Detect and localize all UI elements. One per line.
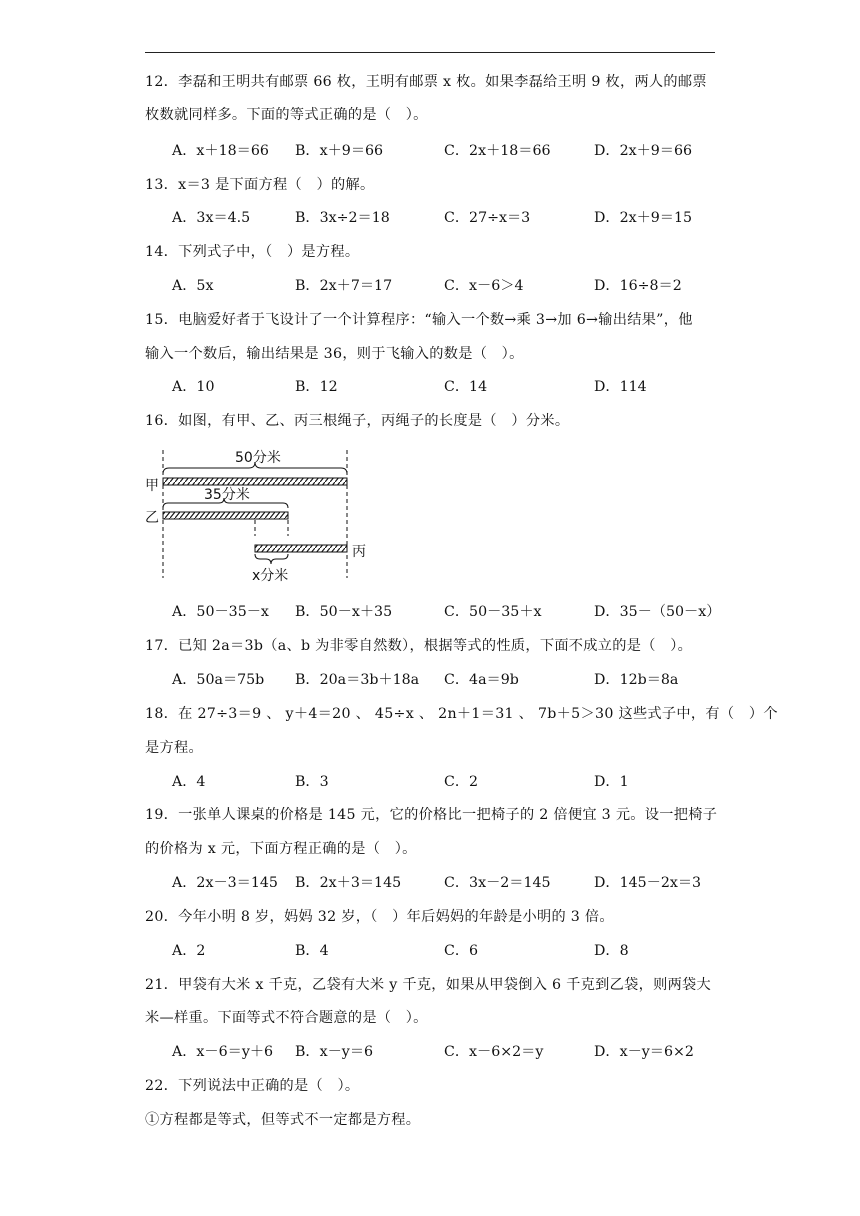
- rope-bing-label: 丙: [352, 544, 366, 560]
- q13-option-c[interactable]: C．27÷x＝3: [444, 210, 531, 226]
- q21-stem-line2: 米—样重。下面等式不符合题意的是（ ）。: [145, 1010, 428, 1026]
- q12-option-c[interactable]: C．2x＋18＝66: [444, 143, 551, 159]
- q15-option-c[interactable]: C．14: [444, 379, 488, 395]
- q20-option-c[interactable]: C．6: [444, 943, 479, 959]
- q15-stem-line1: 15．电脑爱好者于飞设计了一个计算程序：“输入一个数→乘 3→加 6→输出结果”，他: [145, 312, 693, 328]
- q18-option-a[interactable]: A．4: [172, 774, 206, 790]
- q18-option-b[interactable]: B．3: [295, 774, 329, 790]
- q15-option-a[interactable]: A．10: [172, 379, 215, 395]
- q20-option-d[interactable]: D．8: [594, 943, 629, 959]
- q21-option-d[interactable]: D．x－y＝6×2: [594, 1044, 694, 1060]
- q19-stem-line2: 的价格为 x 元，下面方程正确的是（ ）。: [145, 841, 417, 857]
- rope-yi: [163, 512, 288, 519]
- rope-diagram: [140, 440, 380, 590]
- q14-option-c[interactable]: C．x－6＞4: [444, 278, 524, 294]
- q22-stem: 22．下列说法中正确的是（ ）。: [145, 1078, 360, 1094]
- q21-stem-line1: 21．甲袋有大米 x 千克，乙袋有大米 y 千克，如果从甲袋倒入 6 千克到乙袋，则两袋大: [145, 977, 712, 993]
- brace-x: [255, 554, 288, 564]
- q19-option-b[interactable]: B．2x＋3＝145: [295, 875, 402, 891]
- q17-option-b[interactable]: B．20a＝3b＋18a: [295, 672, 420, 688]
- q16-option-d[interactable]: D．35－（50－x）: [594, 604, 721, 620]
- q16-option-b[interactable]: B．50－x＋35: [295, 604, 393, 620]
- rope-bing: [255, 545, 347, 552]
- label-50: 50分米: [235, 450, 281, 466]
- q15-stem-line2: 输入一个数后，输出结果是 36，则于飞输入的数是（ ）。: [145, 346, 524, 362]
- rope-yi-label: 乙: [145, 510, 159, 526]
- q19-option-c[interactable]: C．3x－2＝145: [444, 875, 551, 891]
- q20-option-a[interactable]: A．2: [172, 943, 206, 959]
- q15-option-b[interactable]: B．12: [295, 379, 338, 395]
- q21-option-c[interactable]: C．x－6×2＝y: [444, 1044, 544, 1060]
- q14-option-b[interactable]: B．2x＋7＝17: [295, 278, 393, 294]
- q21-option-a[interactable]: A．x－6＝y＋6: [172, 1044, 274, 1060]
- q12-stem-line2: 枚数就同样多。下面的等式正确的是（ ）。: [145, 107, 428, 123]
- rope-jia-label: 甲: [145, 478, 159, 494]
- q14-stem: 14．下列式子中，（ ）是方程。: [145, 244, 360, 260]
- q18-stem-line1: 18．在 27÷3＝9 、 y＋4＝20 、 45÷x 、 2n＋1＝31 、 7b＋5＞30 这些式子中，有（ ）个: [145, 706, 778, 722]
- q12-option-b[interactable]: B．x＋9＝66: [295, 143, 384, 159]
- q12-option-a[interactable]: A．x＋18＝66: [172, 143, 269, 159]
- q16-stem: 16．如图，有甲、乙、丙三根绳子，丙绳子的长度是（ ）分米。: [145, 413, 570, 429]
- q16-option-a[interactable]: A．50－35－x: [172, 604, 269, 620]
- q22-statement-1: ①方程都是等式，但等式不一定都是方程。: [145, 1112, 421, 1128]
- rope-jia: [163, 478, 347, 485]
- q17-option-d[interactable]: D．12b＝8a: [594, 672, 679, 688]
- q15-option-d[interactable]: D．114: [594, 379, 647, 395]
- q16-option-c[interactable]: C．50－35＋x: [444, 604, 542, 620]
- q21-option-b[interactable]: B．x－y＝6: [295, 1044, 374, 1060]
- q18-stem-line2: 是方程。: [145, 740, 203, 756]
- q18-option-c[interactable]: C．2: [444, 774, 479, 790]
- q13-option-a[interactable]: A．3x＝4.5: [172, 210, 251, 226]
- q17-stem: 17．已知 2a＝3b（a、b 为非零自然数），根据等式的性质，下面不成立的是（ ）。: [145, 638, 693, 654]
- q12-stem-line1: 12．李磊和王明共有邮票 66 枚，王明有邮票 x 枚。如果李磊给王明 9 枚，两人的邮票: [145, 74, 707, 90]
- q14-option-d[interactable]: D．16÷8＝2: [594, 278, 682, 294]
- q13-stem: 13．x＝3 是下面方程（ ）的解。: [145, 177, 375, 193]
- q13-option-b[interactable]: B．3x÷2＝18: [295, 210, 390, 226]
- q17-option-a[interactable]: A．50a＝75b: [172, 672, 265, 688]
- q17-option-c[interactable]: C．4a＝9b: [444, 672, 519, 688]
- q19-stem-line1: 19．一张单人课桌的价格是 145 元，它的价格比一把椅子的 2 倍便宜 3 元。设一把椅子: [145, 807, 718, 823]
- q20-stem: 20．今年小明 8 岁，妈妈 32 岁，（ ）年后妈妈的年龄是小明的 3 倍。: [145, 909, 614, 925]
- label-x: x分米: [252, 568, 289, 584]
- q19-option-d[interactable]: D．145－2x＝3: [594, 875, 702, 891]
- q14-option-a[interactable]: A．5x: [172, 278, 214, 294]
- header-rule: [145, 52, 715, 53]
- q18-option-d[interactable]: D．1: [594, 774, 629, 790]
- label-35: 35分米: [204, 487, 250, 503]
- q12-option-d[interactable]: D．2x＋9＝66: [594, 143, 693, 159]
- q20-option-b[interactable]: B．4: [295, 943, 329, 959]
- q13-option-d[interactable]: D．2x＋9＝15: [594, 210, 693, 226]
- q19-option-a[interactable]: A．2x－3＝145: [172, 875, 278, 891]
